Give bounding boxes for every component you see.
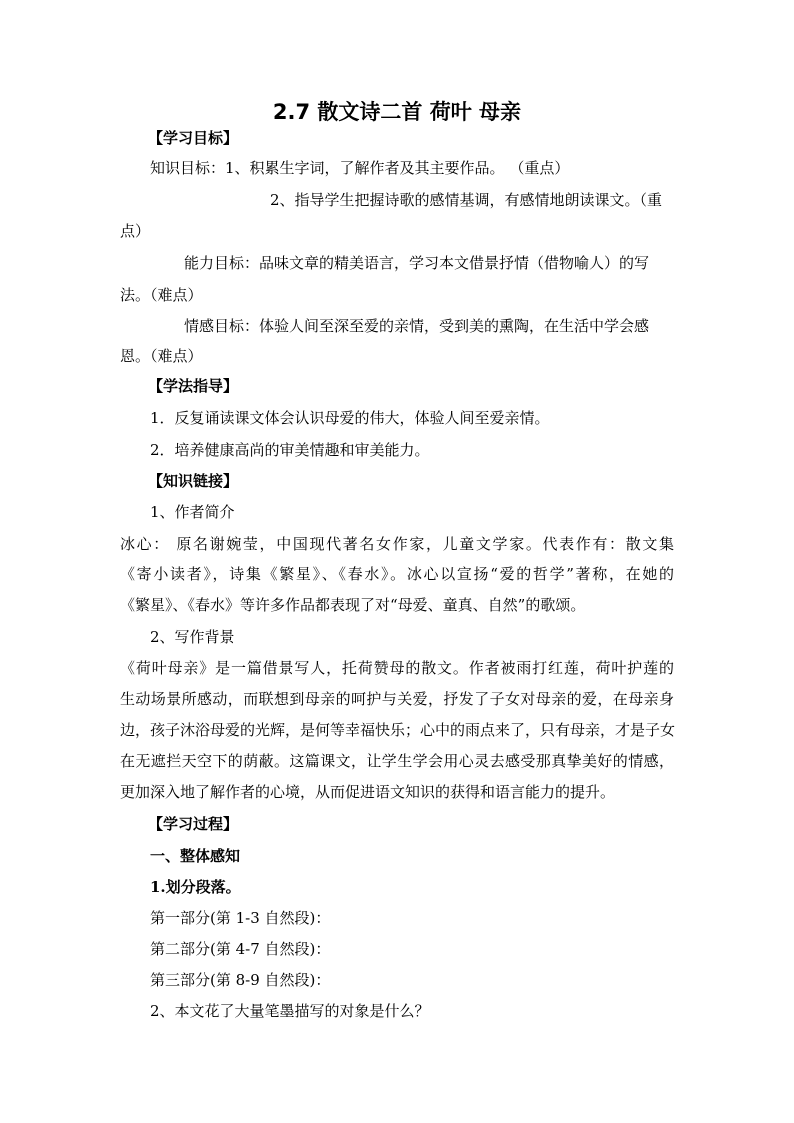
author-heading: 1、作者简介 xyxy=(150,503,235,521)
method-item-2: 2．培养健康高尚的审美情趣和审美能力。 xyxy=(150,441,430,459)
author-line1 xyxy=(120,534,674,554)
page-title: 2.7 散文诗二首 荷叶 母亲 xyxy=(272,100,522,124)
objective-1: 知识目标：1、积累生字词，了解作者及其主要作品。 （重点） xyxy=(150,159,570,177)
objective-2-line2: 点） xyxy=(120,222,151,240)
background-line3 xyxy=(120,720,674,740)
process-heading: 【学习过程】 xyxy=(148,815,239,833)
objective-2-line1: 2、指导学生把握诗歌的感情基调，有感情地朗读课文。（重 xyxy=(270,191,663,209)
author-line1-text: 冰心： 原名谢婉莹，中国现代著名女作家，儿童文学家。代表作有：散文集 xyxy=(120,535,674,553)
objectives-heading: 【学习目标】 xyxy=(148,129,239,147)
segment-3: 第三部分(第 8-9 自然段)： xyxy=(150,971,331,989)
task-2: 2、本文花了大量笔墨描写的对象是什么？ xyxy=(150,1002,430,1020)
background-line4-text: 在无遮拦天空下的荫蔽。这篇课文，让学生学会用心灵去感受那真挚美好的情感， xyxy=(120,752,674,770)
background-line1-text: 《荷叶母亲》是一篇借景写人，托荷赞母的散文。作者被雨打红莲，荷叶护莲的 xyxy=(120,659,674,677)
segment-2: 第二部分(第 4-7 自然段)： xyxy=(150,940,331,958)
emotion-line2: 恩。（难点） xyxy=(120,347,203,365)
background-line4 xyxy=(120,751,674,771)
author-line2 xyxy=(120,564,674,584)
method-heading: 【学法指导】 xyxy=(148,377,239,395)
knowledge-heading: 【知识链接】 xyxy=(148,472,239,490)
ability-line2: 法。（难点） xyxy=(120,286,203,304)
method-item-1: 1．反复诵读课文体会认识母爱的伟大，体验人间至爱亲情。 xyxy=(150,409,550,427)
background-line1 xyxy=(120,658,674,678)
background-line2 xyxy=(120,689,674,709)
background-line2-text: 生动场景所感动，而联想到母亲的呵护与关爱，抒发了子女对母亲的爱，在母亲身 xyxy=(120,690,674,708)
background-line5: 更加深入地了解作者的心境，从而促进语文知识的获得和语言能力的提升。 xyxy=(120,783,616,801)
author-line3: 《繁星》、《春水》等许多作品都表现了对“母爱、童真、自然”的歌颂。 xyxy=(120,596,586,614)
background-line3-text: 边，孩子沐浴母爱的光辉，是何等幸福快乐；心中的雨点来了，只有母亲，才是子女 xyxy=(120,721,676,739)
segment-1: 第一部分(第 1-3 自然段)： xyxy=(150,909,331,927)
ability-line1: 能力目标：品味文章的精美语言，学习本文借景抒情（借物喻人）的写 xyxy=(184,254,650,272)
emotion-line1: 情感目标：体验人间至深至爱的亲情，受到美的熏陶，在生活中学会感 xyxy=(184,317,650,335)
task-1: 1.划分段落。 xyxy=(150,878,241,896)
part-1-heading: 一、整体感知 xyxy=(150,847,241,865)
author-line2-text: 《寄小读者》，诗集《繁星》、《春水》。冰心以宣扬“爱的哲学”著称，在她的 xyxy=(120,565,674,583)
background-heading: 2、写作背景 xyxy=(150,628,235,646)
